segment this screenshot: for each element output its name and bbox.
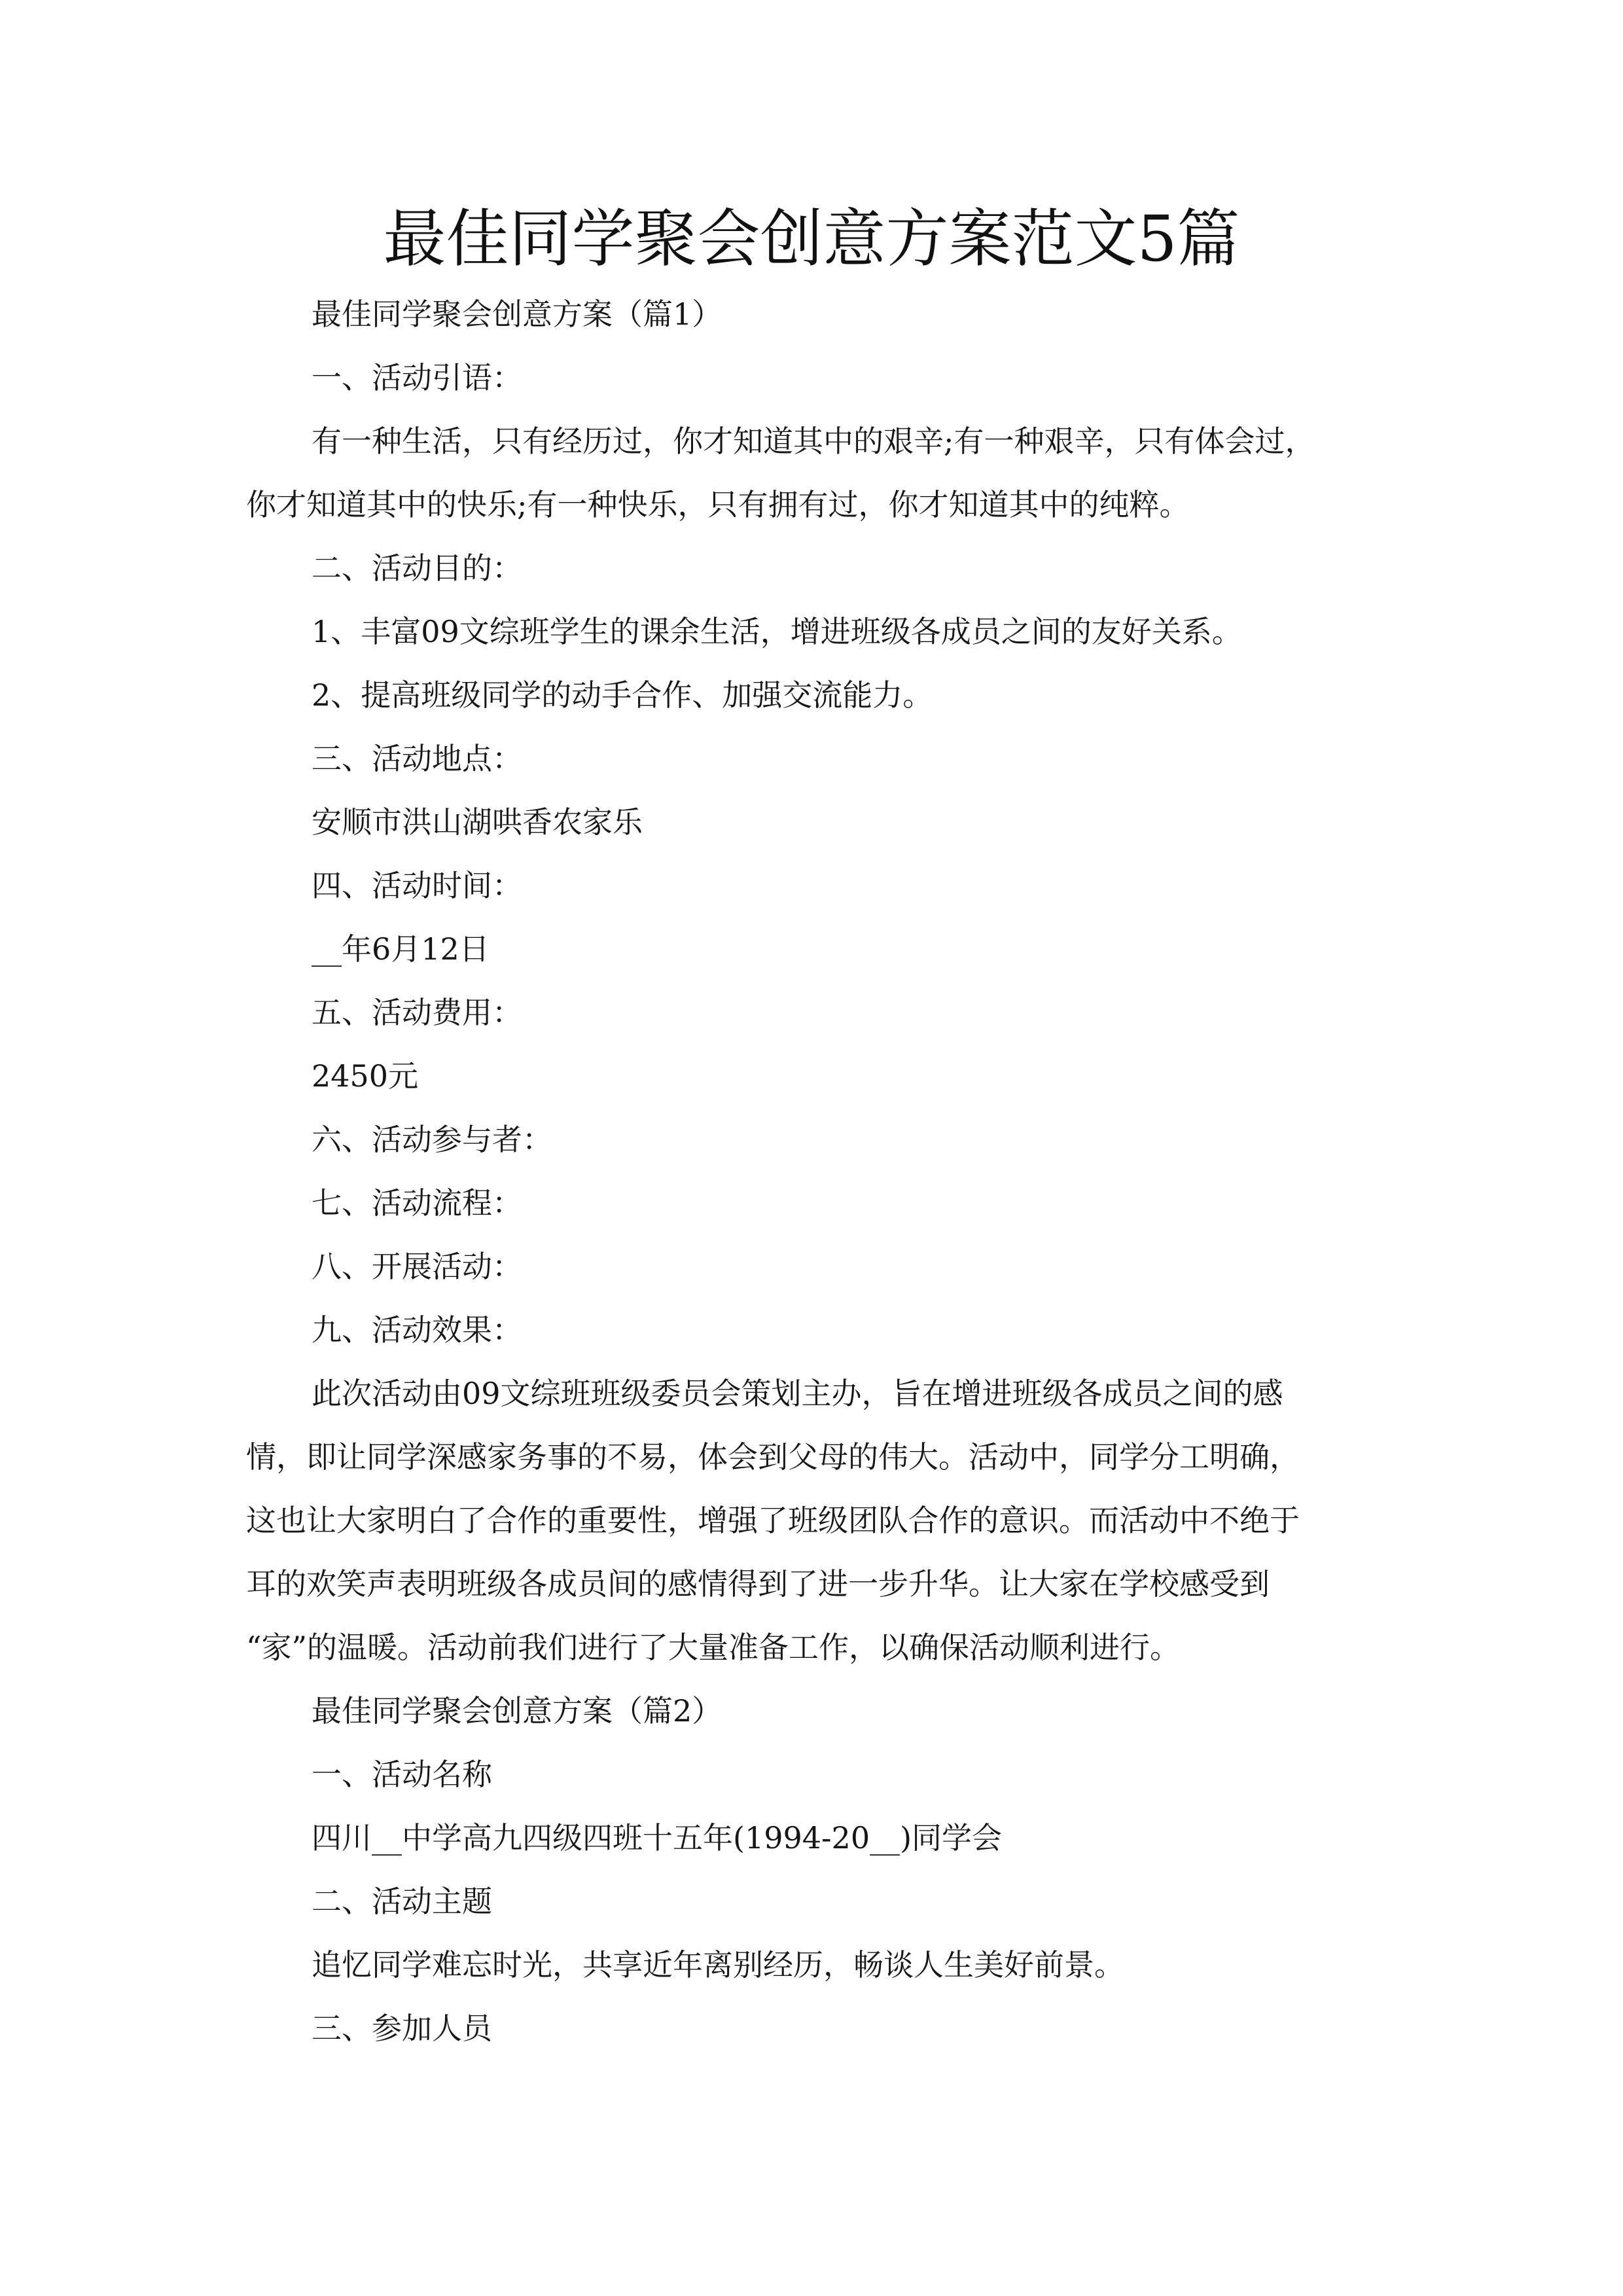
- heading-activity-process: 七、活动流程：: [312, 1185, 522, 1221]
- activity-theme-text: 追忆同学难忘时光，共享近年离别经历，畅谈人生美好前景。: [312, 1947, 1124, 1982]
- heading-activity-cost: 五、活动费用：: [312, 995, 522, 1030]
- heading-participants: 三、参加人员: [312, 2011, 492, 2046]
- purpose-item-1: 1、丰富09文综班学生的课余生活，增进班级各成员之间的友好关系。: [312, 614, 1242, 649]
- activity-name-text: 四川__中学高九四级四班十五年(1994-20__)同学会: [312, 1820, 1003, 1856]
- heading-activity-theme: 二、活动主题: [312, 1884, 492, 1919]
- intro-paragraph-line-2: 你才知道其中的快乐;有一种快乐，只有拥有过，你才知道其中的纯粹。: [246, 487, 1190, 522]
- section-heading-part1: 最佳同学聚会创意方案（篇1）: [312, 296, 722, 332]
- activity-location-text: 安顺市洪山湖哄香农家乐: [312, 804, 643, 840]
- effect-paragraph-line-2: 情，即让同学深感家务事的不易，体会到父母的伟大。活动中，同学分工明确，: [246, 1439, 1300, 1475]
- activity-time-text: __年6月12日: [312, 931, 490, 967]
- heading-activity-effect: 九、活动效果：: [312, 1312, 522, 1348]
- heading-activity-participants: 六、活动参与者：: [312, 1122, 552, 1157]
- activity-cost-text: 2450元: [312, 1058, 419, 1094]
- heading-activity-location: 三、活动地点：: [312, 741, 522, 776]
- intro-paragraph-line-1: 有一种生活，只有经历过，你才知道其中的艰辛;有一种艰辛，只有体会过，: [312, 423, 1315, 459]
- heading-activity-time: 四、活动时间：: [312, 868, 522, 903]
- heading-activity-intro: 一、活动引语：: [312, 360, 522, 395]
- document-title: 最佳同学聚会创意方案范文5篇: [383, 202, 1240, 276]
- heading-activity-name: 一、活动名称: [312, 1757, 492, 1792]
- effect-paragraph-line-4: 耳的欢笑声表明班级各成员间的感情得到了进一步升华。让大家在学校感受到: [246, 1566, 1270, 1602]
- purpose-item-2: 2、提高班级同学的动手合作、加强交流能力。: [312, 677, 933, 713]
- effect-paragraph-line-3: 这也让大家明白了合作的重要性，增强了班级团队合作的意识。而活动中不绝于: [246, 1503, 1300, 1538]
- heading-activity-conduct: 八、开展活动：: [312, 1249, 522, 1284]
- heading-activity-purpose: 二、活动目的：: [312, 550, 522, 586]
- section-heading-part2: 最佳同学聚会创意方案（篇2）: [312, 1693, 722, 1729]
- effect-paragraph-line-1: 此次活动由09文综班班级委员会策划主办，旨在增进班级各成员之间的感: [312, 1376, 1283, 1411]
- effect-paragraph-line-5: “家”的温暖。活动前我们进行了大量准备工作，以确保活动顺利进行。: [246, 1630, 1181, 1665]
